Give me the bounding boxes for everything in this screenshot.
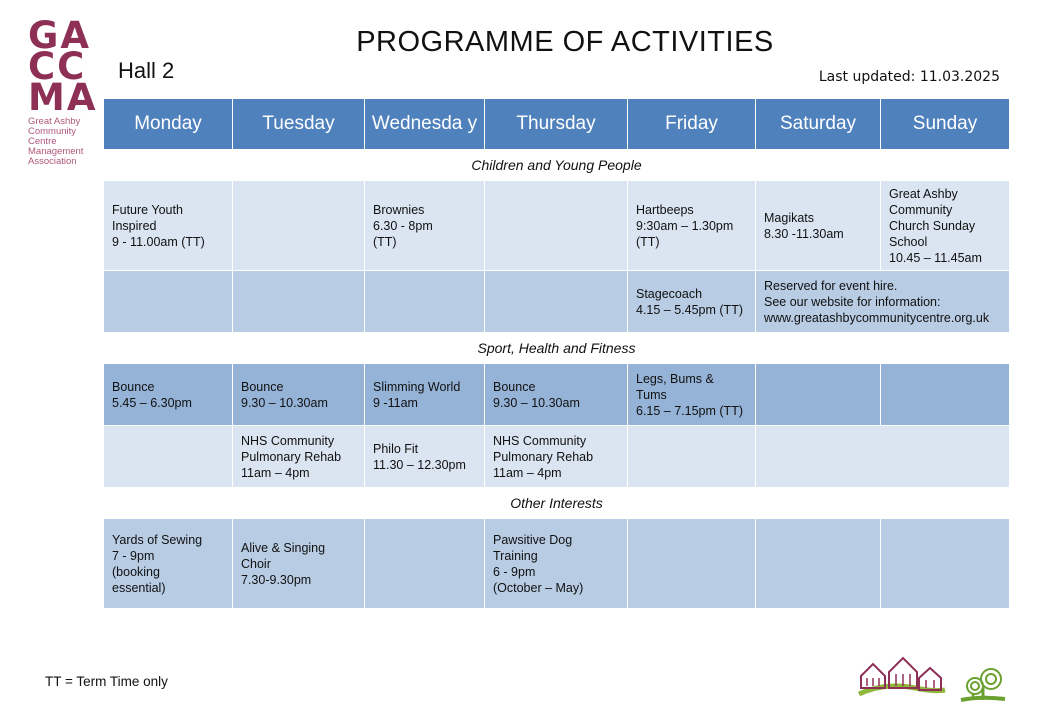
activity-text: Pawsitive Dog Training 6 - 9pm (October – May) — [493, 532, 584, 595]
activity-cell — [628, 181, 756, 271]
activity-cell — [628, 364, 756, 426]
section-row — [104, 333, 1010, 364]
activity-text: NHS Community Pulmonary Rehab 11am – 4pm — [493, 433, 594, 480]
activity-cell — [233, 519, 365, 609]
logo-letters-row-2: CC — [28, 45, 87, 88]
last-updated: Last updated: 11.03.2025 — [818, 69, 1000, 85]
activity-row — [104, 181, 1010, 271]
activity-text: Alive & Singing Choir 7.30-9.30pm — [241, 540, 326, 587]
activity-text: Philo Fit 11.30 – 12.30pm — [373, 441, 466, 472]
page-title: PROGRAMME OF ACTIVITIES — [356, 26, 774, 58]
tree-icon — [955, 666, 1011, 706]
day-header-row — [104, 99, 1010, 150]
day-header-monday: Monday — [104, 99, 233, 150]
activity-cell — [365, 364, 485, 426]
activity-text: Stagecoach 4.15 – 5.45pm (TT) — [636, 286, 743, 317]
activity-row — [104, 271, 1010, 333]
section-title: Children and Young People — [104, 150, 1010, 181]
activity-cell — [233, 181, 365, 271]
activity-text: Future Youth Inspired 9 - 11.00am (TT) — [112, 202, 205, 249]
activity-text: Bounce 9.30 – 10.30am — [493, 379, 580, 410]
activity-cell — [881, 181, 1010, 271]
activity-row — [104, 519, 1010, 609]
activity-cell — [756, 271, 1010, 333]
activity-text: Brownies 6.30 - 8pm (TT) — [373, 202, 433, 249]
activity-row — [104, 364, 1010, 426]
activity-cell — [756, 426, 1010, 488]
activity-cell — [365, 519, 485, 609]
activity-text: Bounce 9.30 – 10.30am — [241, 379, 328, 410]
activity-text: Great Ashby Community Church Sunday School 10.45 – 11.45am — [889, 186, 982, 265]
activity-cell — [104, 271, 233, 333]
activity-cell — [485, 271, 628, 333]
activity-text: NHS Community Pulmonary Rehab 11am – 4pm — [241, 433, 342, 480]
activity-cell — [233, 426, 365, 488]
activity-cell — [233, 364, 365, 426]
activity-cell — [233, 271, 365, 333]
logo-subtitle-line: Great Ashby — [28, 116, 81, 127]
activity-text: Slimming World 9 -11am — [373, 379, 461, 410]
activity-cell — [104, 364, 233, 426]
day-header-tuesday: Tuesday — [233, 99, 365, 150]
activity-cell — [756, 364, 881, 426]
activity-cell — [365, 181, 485, 271]
activity-cell — [881, 519, 1010, 609]
section-row — [104, 488, 1010, 519]
logo-subtitle-line: Community — [28, 126, 77, 137]
activities-body — [104, 150, 1010, 609]
logo-letters-row-3: MA — [28, 76, 98, 119]
hall-name: Hall 2 — [118, 58, 175, 83]
logo-subtitle-line: Centre — [28, 136, 57, 147]
activity-cell — [104, 519, 233, 609]
houses-icon — [855, 654, 947, 698]
activity-text: Reserved for event hire. See our website for information: www.greatashbycommunitycentre.org.uk — [764, 278, 990, 325]
activity-text: Yards of Sewing 7 - 9pm (booking essential) — [112, 532, 203, 595]
activity-cell — [365, 426, 485, 488]
activity-cell — [485, 181, 628, 271]
activity-cell — [756, 181, 881, 271]
activity-row — [104, 426, 1010, 488]
activity-cell — [485, 426, 628, 488]
activity-cell — [104, 181, 233, 271]
day-header-friday: Friday — [628, 99, 756, 150]
logo-letters-row-1: GA — [28, 14, 92, 57]
day-header-thursday: Thursday — [485, 99, 628, 150]
footnote: TT = Term Time only — [45, 674, 168, 689]
section-title: Sport, Health and Fitness — [104, 333, 1010, 364]
activities-table — [103, 98, 1010, 609]
activity-text: Legs, Bums & Tums 6.15 – 7.15pm (TT) — [636, 371, 743, 418]
logo-subtitle-line: Management — [28, 146, 84, 157]
day-header-wednesday: Wednesda y — [365, 99, 485, 150]
activity-text: Magikats 8.30 -11.30am — [764, 210, 844, 241]
activity-cell — [628, 426, 756, 488]
day-header-saturday: Saturday — [756, 99, 881, 150]
activity-cell — [485, 519, 628, 609]
section-title: Other Interests — [104, 488, 1010, 519]
activity-cell — [485, 364, 628, 426]
day-header-sunday: Sunday — [881, 99, 1010, 150]
activity-text: Bounce 5.45 – 6.30pm — [112, 379, 192, 410]
activity-cell — [104, 426, 233, 488]
activity-cell — [628, 519, 756, 609]
activity-cell — [756, 519, 881, 609]
section-row — [104, 150, 1010, 181]
activity-text: Hartbeeps 9:30am – 1.30pm (TT) — [636, 202, 734, 249]
activity-cell — [365, 271, 485, 333]
activity-cell — [881, 364, 1010, 426]
activity-cell — [628, 271, 756, 333]
logo-subtitle-line: Association — [28, 156, 77, 167]
